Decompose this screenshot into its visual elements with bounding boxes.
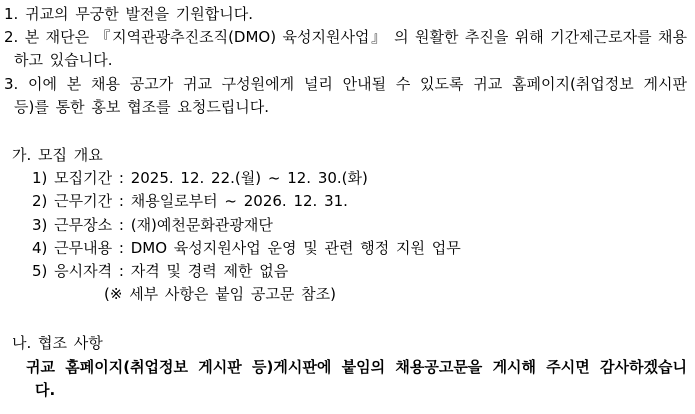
- item-work-duty: 4) 근무내용 : DMO 육성지원사업 운영 및 관련 행정 지원 업무: [32, 238, 461, 257]
- paragraph-3-line-1: 3. 이에 본 채용 공고가 귀교 구성원에게 널리 안내될 수 있도록 귀교 홈페이지(취업정보 게시판: [4, 74, 687, 93]
- paragraph-3-line-2: 등)를 통한 홍보 협조를 요청드립니다.: [14, 97, 270, 116]
- item-recruit-period: 1) 모집기간 : 2025. 12. 22.(월) ~ 12. 30.(화): [32, 169, 368, 188]
- section-b-body-line-2: 다.: [35, 380, 56, 399]
- item-qualification: 5) 응시자격 : 자격 및 경력 제한 없음: [32, 262, 289, 281]
- section-b-body-line-1: 귀교 홈페이지(취업정보 게시판 등)게시판에 붙임의 채용공고문을 게시해 주시면 감사하겠습니: [26, 357, 687, 376]
- paragraph-2-line-1: 2. 본 재단은 『지역관광추진조직(DMO) 육성지원사업』 의 원활한 추진을 위해 기간제근로자를 채용: [4, 28, 687, 47]
- blank-line: [0, 306, 695, 332]
- paragraph-2-line-2: 하고 있습니다.: [14, 51, 113, 70]
- item-work-place: 3) 근무장소 : (재)예천문화관광재단: [32, 215, 273, 234]
- section-a-heading: 가. 모집 개요: [12, 146, 103, 165]
- paragraph-greeting: 1. 귀교의 무궁한 발전을 기원합니다.: [4, 5, 254, 23]
- section-b-heading: 나. 협조 사항: [12, 334, 103, 353]
- item-work-period: 2) 근무기간 : 채용일로부터 ~ 2026. 12. 31.: [32, 192, 348, 211]
- blank-line: [0, 119, 695, 144]
- section-a-note: (※ 세부 사항은 붙임 공고문 참조): [104, 285, 336, 304]
